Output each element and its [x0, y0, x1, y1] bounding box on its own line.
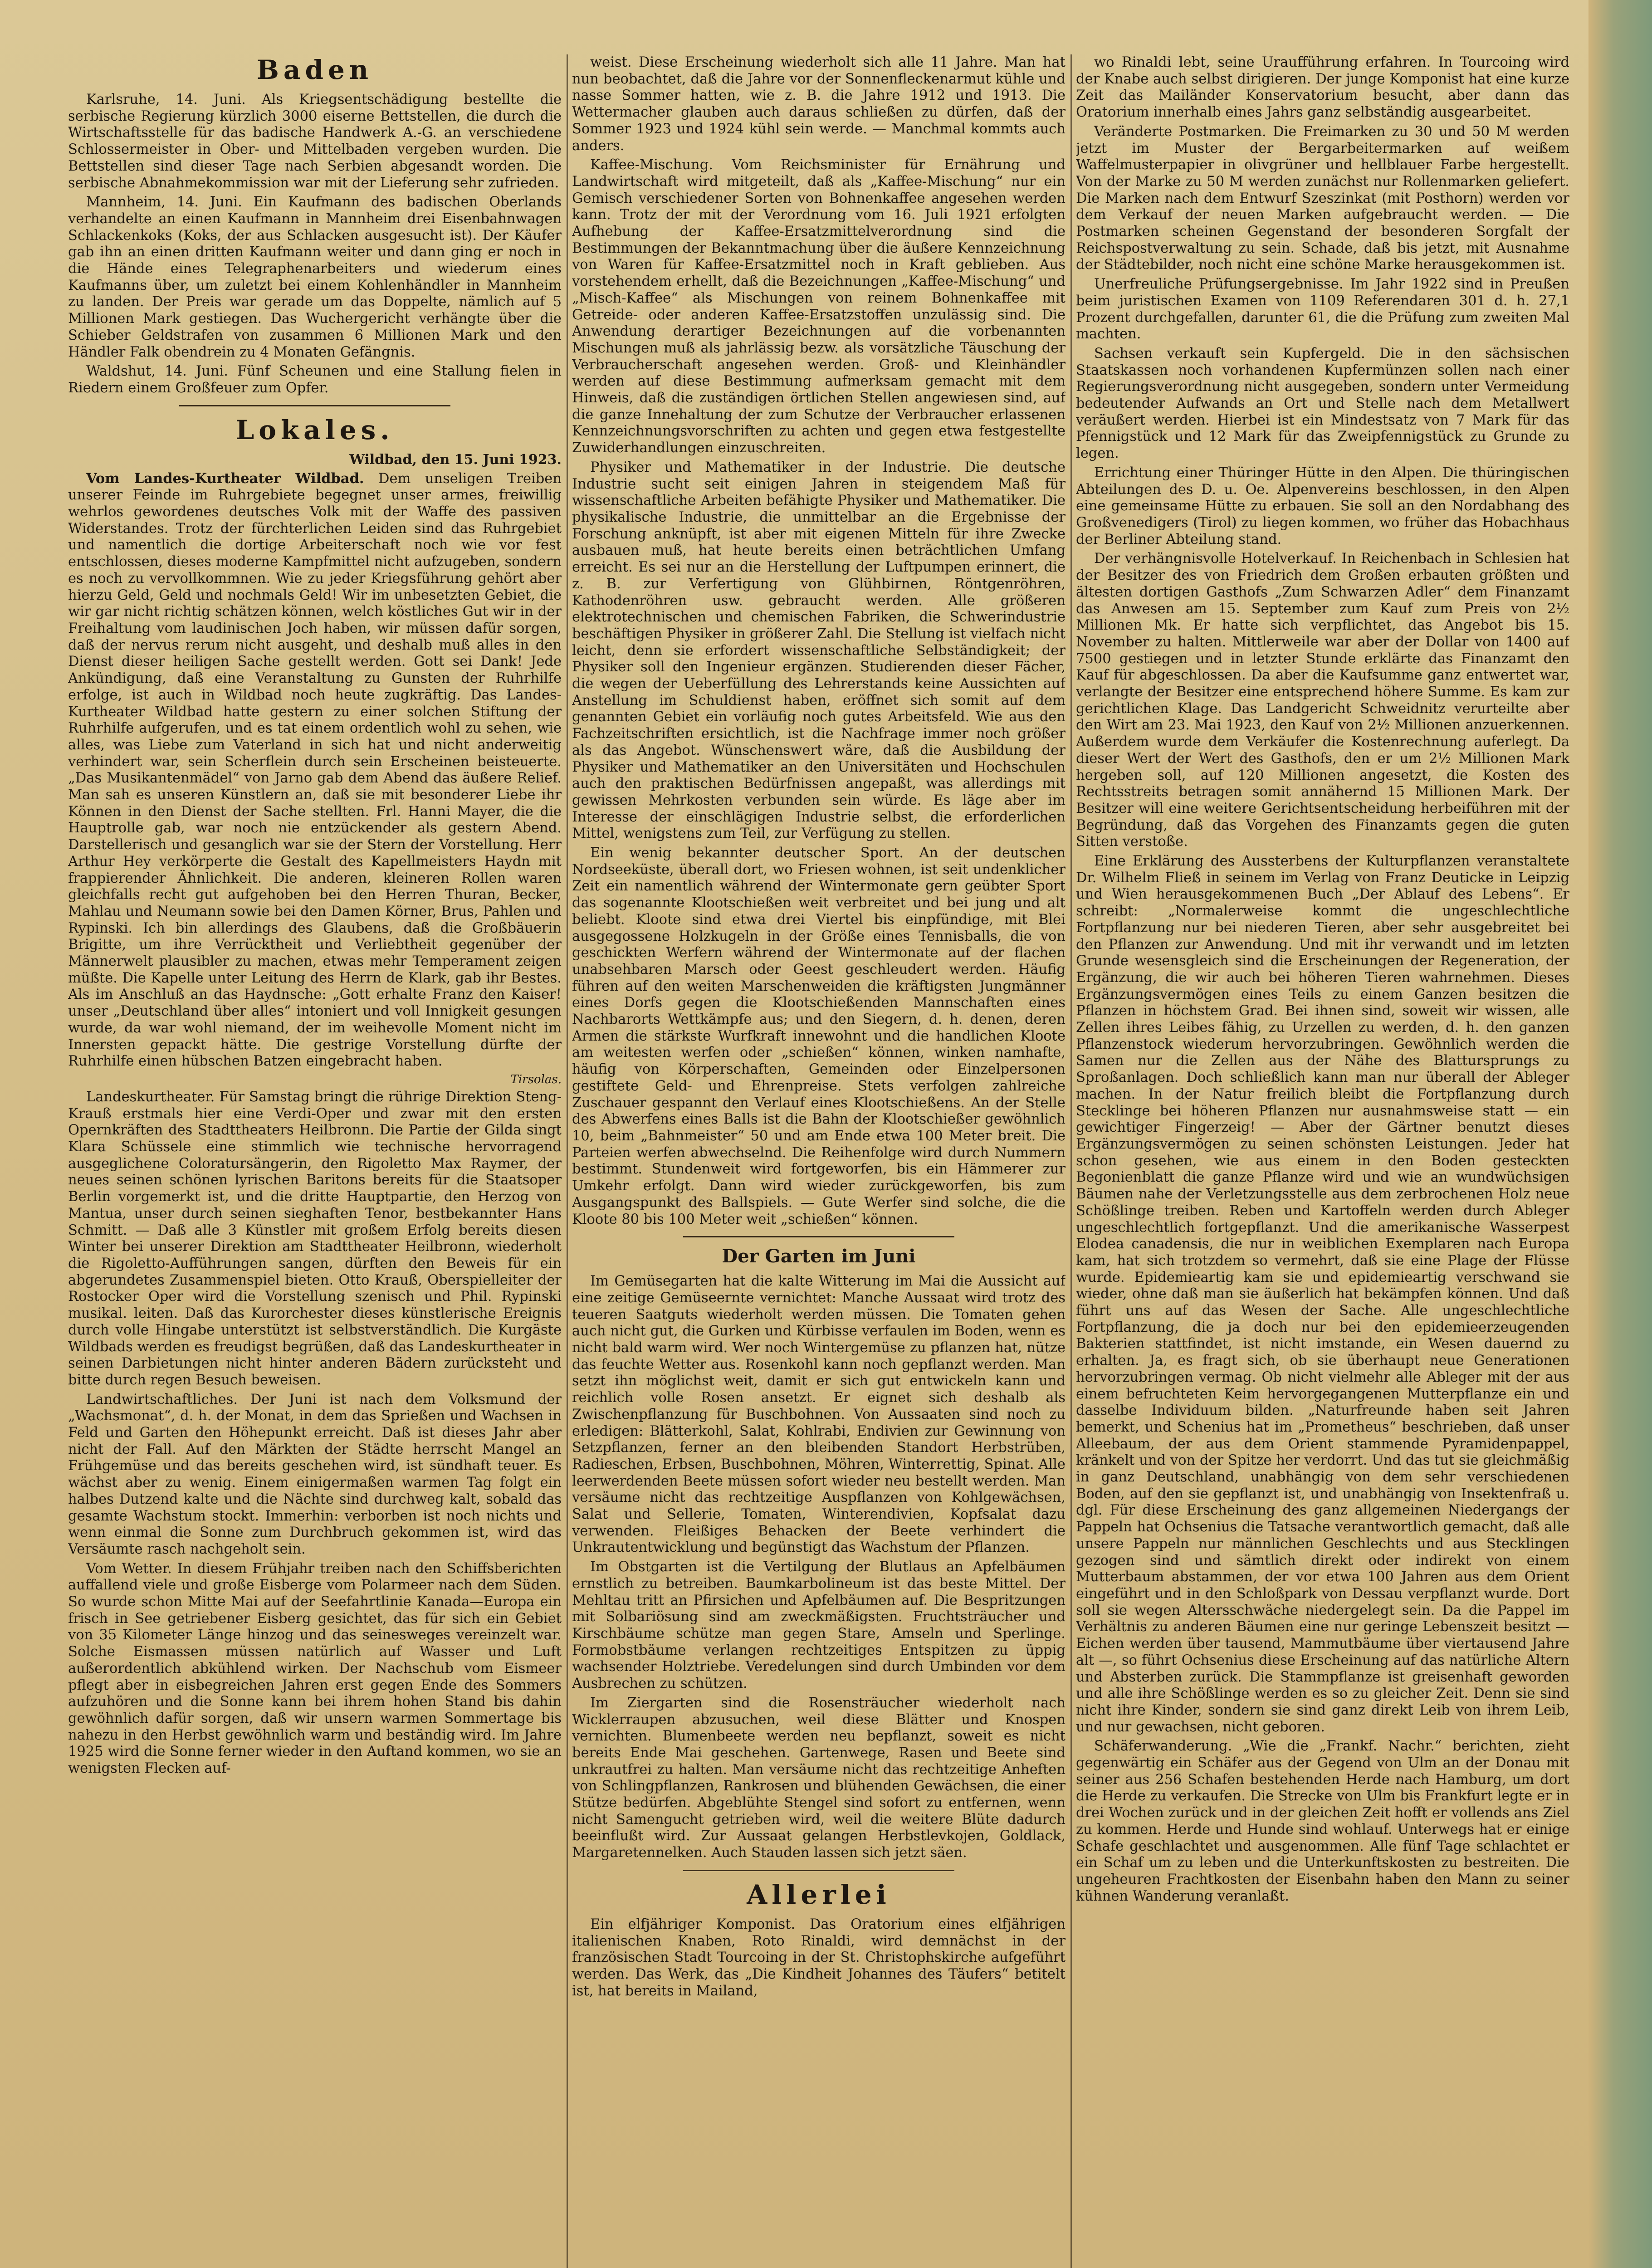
article-garten-gemuese: Im Gemüsegarten hat die kalte Witterung im Mai die Aussicht auf eine zeitige Gemüseernte vernichtet: Manche Aussaat wird trotz des teueren Saatguts wiederholt werden müssen. Die Tomaten gehen auch nicht gut, die Gurken und Kürbisse verfaulen im Boden, wenn es nicht bald warm wird. Wer noch Wintergemüse zu pflanzen hat, nütze das feuchte Wetter aus. Rosenkohl kann noch gepflanzt werden. Man setzt ihn möglichst weit, damit er sich gut entwickeln kann und reichlich volle Rosen ansetzt. Er eignet sich deshalb als Zwischenpflanzung für Buschbohnen. Von Aussaaten sind noch zu erledigen: Blätterkohl, Salat, Kohlrabi, Endivien zur Gewinnung von Setzpflanzen, ferner an den bleibenden Standort Herbstrüben, Radieschen, Erbsen, Buschbohnen, Möhren, Winterrettig, Spinat. Alle leerwerdenden Beete müssen sofort wieder neu bestellt werden. Man versäume nicht das rechtzeitige Auspflanzen von Kohlgewächsen, Salat und Sellerie, Tomaten, Winterendivien, Kopfsalat dazu verwenden. Fleißiges Behacken der Beete verhindert die Unkrautentwicklung und begünstigt das Wachstum der Pflanzen.	[572, 1273, 1065, 1556]
column-1	[68, 54, 562, 2268]
divider	[683, 1870, 954, 1871]
article-kupfergeld: Sachsen verkauft sein Kupfergeld. Die in den sächsischen Staatskassen noch vorhandenen Kupfermünzen sollen nach einer Regierungsverordnung nicht ausgegeben, sondern unter Vermeidung bedeutender Aufwands an Ort und Stelle nach dem Metallwert veräußert werden. Hierbei ist ein Mindestsatz von 7 Mark für das Pfennigstück und 12 Mark für das Zweipfennigstück zu Grunde zu legen.	[1076, 345, 1569, 462]
article-body: Dem unseligen Treiben unserer Feinde im Ruhrgebiete begegnet unser armes, freiwillig wehrlos gewordenes deutsches Volk mit der Waffe des passiven Widerstandes. Trotz der fürchterlichen Leiden sind das Ruhrgebiet und namentlich die dortige Arbeiterschaft noch wie vor fest entschlossen, dieses moderne Kampfmittel nicht aufzugeben, sondern es noch zu vervollkommnen. Wie zu jeder Kriegsführung gehört aber hierzu Geld, Geld und nochmals Geld! Wir im unbesetzten Gebiet, die wir gar nicht richtig schätzen können, welch köstliches Gut wir in der Freihaltung vom laudinischen Joch haben, wir müssen dafür sorgen, daß der nervus rerum nicht ausgeht, und deshalb muß alles in den Dienst dieser heiligen Sache gestellt werden. Gott sei Dank! Jede Ankündigung, daß eine Veranstaltung zu Gunsten der Ruhrhilfe erfolge, ist auch in Wildbad noch heute zugkräftig. Das Landes-Kurtheater Wildbad hatte gestern zu einer solchen Stiftung der Ruhrhilfe aufgerufen, und es tat einem ordentlich wohl zu sehen, wie alles, was Liebe zum Vaterland in sich hat und nicht anderweitig verhindert war, sein Scherflein durch sein Erscheinen beisteuerte. „Das Musikantenmädel“ von Jarno gab dem Abend das äußere Relief. Man sah es unseren Künstlern an, daß sie mit besonderer Liebe ihr Können in den Dienst der Sache stellten. Frl. Hanni Mayer, die die Hauptrolle gab, war noch nie entzückender als gestern Abend. Darstellerisch und gesanglich war sie der Stern der Vorstellung. Herr Arthur Hey verkörperte die Gestalt des Kapellmeisters Haydn mit frappierender Ähnlichkeit. Die anderen, kleineren Rollen waren gleichfalls recht gut aufgehoben bei den Herren Thuran, Becker, Mahlau und Neumann sowie bei den Damen Körner, Brus, Pahlen und Rypinski. Ich bin allerdings des Glaubens, daß die Großbäuerin Brigitte, um ihre Verrücktheit und Verliebtheit gegenüber der Männerwelt plausibler zu machen, etwas mehr Temperament zeigen müßte. Die Kapelle unter Leitung des Herrn de Klark, gab ihr Bestes. Als im Anschluß an das Haydnsche: „Gott erhalte Franz den Kaiser! unser „Deutschland über alles“ intoniert und voll Innigkeit gesungen wurde, da war wohl niemand, der im weihevolle Moment nicht im Innersten gepackt hätte. Die gestrige Vorstellung dürfte der Ruhrhilfe einen hübschen Batzen eingebracht haben.	[68, 470, 562, 1070]
section-heading-baden: Baden	[256, 54, 373, 85]
author-signature: Tirsolas.	[510, 1072, 562, 1086]
article-mannheim: Mannheim, 14. Juni. Ein Kaufmann des badischen Oberlands verhandelte an einen Kaufmann in Mannheim drei Eisenbahnwagen Schlackenkoks (Koks, der aus Schlacken ausgesucht ist). Der Käufer gab ihn an einen dritten Kaufmann weiter und dann ging er noch in die Hände eines Telegraphenarbeiters und wiederum eines Kaufmanns über, um zuletzt bei einem Kohlenhändler in Mannheim zu landen. Der Preis war gerade um das Doppelte, nämlich auf 5 Millionen Mark gestiegen. Das Wuchergericht verhängte über die Schieber Geldstrafen von zusammen 6 Millionen Mark und den Händler Falk obendrein zu 4 Monaten Gefängnis.	[68, 194, 562, 360]
article-kaffee: Kaffee-Mischung. Vom Reichsminister für Ernährung und Landwirtschaft wird mitgeteilt, daß als „Kaffee-Mischung“ nur ein Gemisch verschiedener Sorten von Bohnenkaffee angesehen werden kann. Trotz der mit der Verordnung vom 16. Juli 1921 erfolgten Aufhebung der Kaffee-Ersatzmittelverordnung sind die Bestimmungen der Bekanntmachung über die äußere Kennzeichnung von Waren für Kaffee-Ersatzmittel noch in Kraft geblieben. Aus vorstehendem erhellt, daß die Bezeichnungen „Kaffee-Mischung“ und „Misch-Kaffee“ als Mischungen von reinem Bohnenkaffee mit Getreide- oder anderen Kaffee-Ersatzstoffen unzulässig sind. Die Anwendung derartiger Bezeichnungen auf die vorbenannten Mischungen muß als jahrlässig bezw. als vorsätzliche Täuschung der Verbraucherschaft angesehen werden. Groß- und Kleinhändler werden auf diese Bestimmung aufmerksam gemacht mit dem Hinweis, daß die zuständigen örtlichen Stellen angewiesen sind, auf die ganze Innehaltung der zum Schutze der Verbraucher erlassenen Kennzeichnungsvorschriften zu achten und gegen etwa festgestellte Zuwiderhandlungen einzuschreiten.	[572, 157, 1065, 456]
article-schaeferwanderung: Schäferwanderung. „Wie die „Frankf. Nachr.“ berichten, zieht gegenwärtig ein Schäfer aus der Gegend von Ulm an der Donau mit seiner aus 256 Schafen bestehenden Herde nach Hamburg, um dort die Herde zu verkaufen. Die Strecke von Ulm bis Frankfurt legte er in drei Wochen zurück und in der gleichen Zeit hofft er vollends ans Ziel zu kommen. Herde und Hunde sind wohlauf. Unterwegs hat er einige Schafe geschlachtet und ausgenommen. Alle fünf Tage schlachtet er ein Schaf um zu leben und die Unterkunftskosten zu bestreiten. Die ungeheuren Frachtkosten der Eisenbahn haben den Mann zu seiner kühnen Wanderung veranlaßt.	[1076, 1738, 1569, 1904]
page-edge	[1588, 0, 1652, 2268]
section-heading-allerlei: Allerlei	[747, 1879, 891, 1910]
article-physiker: Physiker und Mathematiker in der Industrie. Die deutsche Industrie sucht seit einigen Jahren in steigendem Maß für wissenschaftliche Arbeiten befähigte Physiker und Mathematiker. Die physikalische Industrie, die unmittelbar an die Ergebnisse der Forschung anknüpft, ist aber mit eigenen Mitteln für ihre Zwecke ausbauen muß, hat heute bereits einen beträchtlichen Umfang erreicht. Es sei nur an die Herstellung der Luftpumpen erinnert, die z. B. zur Verfertigung von Glühbirnen, Röntgenröhren, Kathodenröhren usw. gebraucht werden. Alle größeren elektrotechnischen und chemischen Fabriken, die Schwerindustrie beschäftigen Physiker in größerer Zahl. Die Stellung ist vielfach nicht leicht, denn sie erfordert wissenschaftliche Selbständigkeit; der Physiker soll den Ingenieur ergänzen. Studierenden dieser Fächer, die wegen der Ueberfüllung des Lehrerstands keine Aussichten auf Anstellung im Schuldienst haben, eröffnet sich somit auf dem genannten Gebiet ein vorläufig noch gutes Arbeitsfeld. Wie aus den Fachzeitschriften ersichtlich, ist die Nachfrage immer noch größer als das Angebot. Wünschenswert wäre, daß die Ausbildung der Physiker und Mathematiker an den Universitäten und Hochschulen auch den praktischen Bedürfnissen angepaßt, was allerdings mit gewissen Mehrkosten verbunden sein würde. Es läge aber im Interesse der einschlägigen Industrie selbst, die erforderlichen Mittel, wenigstens zum Teil, zur Verfügung zu stellen.	[572, 459, 1065, 842]
dateline: Wildbad, den 15. Juni 1923.	[349, 451, 562, 468]
article-landeskurtheater: Landeskurtheater. Für Samstag bringt die rührige Direktion Steng-Krauß erstmals hier eine Verdi-Oper und zwar mit den ersten Opernkräften des Stadttheaters Heilbronn. Die Partie der Gilda singt Klara Schüssele eine stimmlich wie technische hervorragend ausgeglichene Coloratursängerin, den Rigoletto Max Raymer, der neues seinen schönen lyrischen Baritons bereits für die Staatsoper Berlin vorgemerkt ist, und die dritte Hauptpartie, den Herzog von Mantua, unser durch seinen sieghaften Tenor, bestbekannter Hans Schmitt. — Daß alle 3 Künstler mit großem Erfolg bereits diesen Winter bei unserer Direktion am Stadttheater Heilbronn, wiederholt die Rigoletto-Aufführungen sangen, dürften den Beweis für ein abgerundetes Zusammenspiel bieten. Otto Krauß, Oberspielleiter der Rostocker Oper wird die Vorstellung szenisch und Phil. Rypinski musikal. leiten. Daß das Kurorchester dieses künstlerische Ereignis durch volle Hingabe unterstützt ist selbstverständlich. Die Kurgäste Wildbads werden es freudigst begrüßen, daß das Landeskurtheater in seinen Darbietungen nicht hinter anderen Bädern zurücksteht und bitte durch regen Besuch beweisen.	[68, 1089, 562, 1388]
section-heading-garten: Der Garten im Juni	[722, 1246, 916, 1267]
article-wetter: Vom Wetter. In diesem Frühjahr treiben nach den Schiffsberichten auffallend viele und große Eisberge vom Polarmeer nach dem Süden. So wurde schon Mitte Mai auf der Seefahrtlinie Kanada—Europa ein frisch in See getriebener Eisberg gesichtet, das für sich ein Gebiet von 35 Kilometer Länge hinzog und das seinesweges vereinzelt war. Solche Eismassen müssen natürlich auf Wasser und Luft außerordentlich abkühlend wirken. Der Nachschub vom Eismeer pflegt aber in eisbegreichen Jahren erst gegen Ende des Sommers aufzuhören und die Sonne kann bei ihrem hohen Stand bis dahin gewöhnlich dafür sorgen, daß wir unsern warmen Sommertage bis nahezu in den Herbst gewöhnlich warm und beständig wird. Im Jahre 1925 wird die Sonne ferner wieder in den Auftand kommen, wo sie an wenigsten Flecken auf-	[68, 1560, 562, 1777]
article-waldshut: Waldshut, 14. Juni. Fünf Scheunen und eine Stallung fielen in Riedern einem Großfeuer zum Opfer.	[68, 363, 562, 396]
columns	[68, 54, 1569, 2268]
column-2	[572, 54, 1065, 2268]
article-postmarken: Veränderte Postmarken. Die Freimarken zu 30 und 50 M werden jetzt im Muster der Bergarbeitermarken auf weißem Waffelmusterpapier in olivgrüner und hellblauer Farbe hergestellt. Von der Marke zu 50 M werden zunächst nur Rollenmarken geliefert. Die Marken nach dem Entwurf Szeszinkat (mit Posthorn) werden vor dem Verkauf der neuen Marken aufgebraucht werden. — Die Postmarken scheinen Gegenstand der besonderen Sorgfalt der Reichspostverwaltung zu sein. Schade, daß bis jetzt, mit Ausnahme der Städtebilder, noch nicht eine schöne Marke herausgekommen ist.	[1076, 123, 1569, 273]
article-kurtheater	[68, 470, 562, 1070]
article-sport: Ein wenig bekannter deutscher Sport. An der deutschen Nordseeküste, überall dort, wo Friesen wohnen, ist seit undenklicher Zeit ein namentlich während der Wintermonate gern geübter Sport das sogenannte Klootschießen weit verbreitet und bei jung und alt beliebt. Kloote sind etwa drei Viertel bis einpfündige, mit Blei ausgegossene Holzkugeln in der Größe eines Tennisballs, die von geschickten Werfern während der Wintermonate auf der flachen unabsehbaren Marsch oder Geest geschleudert werden. Häufig führen auf den weiten Marschenweiden die kräftigsten Jungmänner eines Dorfs gegen die Klootschießenden Mannschaften eines Nachbarorts Wettkämpfe aus; und den Siegern, d. h. denen, deren Armen die stärkste Wurfkraft innewohnt und die handlichen Kloote am weitesten werfen oder „schießen“ können, winken namhafte, häufig von Körperschaften, Gemeinden oder Einzelpersonen gestiftete Geld- und Ehrenpreise. Stets verfolgen zahlreiche Zuschauer gespannt den Verlauf eines Klootschießens. An der Stelle des Abwerfens eines Balls ist die Bahn der Klootschießer gewöhnlich 10, beim „Bahnmeister“ 50 und am Ende etwa 100 Meter breit. Die Parteien werfen abwechselnd. Die Reihenfolge wird durch Nummern bestimmt. Stundenweit wird fortgeworfen, bis ein Hämmerer zur Umkehr erfolgt. Dann wird wieder zurückgeworfen, bis zum Ausgangspunkt des Ballspiels. — Gute Werfer sind solche, die die Kloote 80 bis 100 Meter weit „schießen“ können.	[572, 845, 1065, 1227]
article-lead: Vom Landes-Kurtheater Wildbad.	[86, 470, 364, 487]
article-komponist: Ein elfjähriger Komponist. Das Oratorium eines elfjährigen italienischen Knaben, Roto Rinaldi, wird demnächst in der französischen Stadt Tourcoing in der St. Christophskirche aufgeführt werden. Das Werk, das „Die Kindheit Johannes des Täufers“ betitelt ist, hat bereits in Mailand,	[572, 1916, 1065, 1999]
article-landwirtschaft: Landwirtschaftliches. Der Juni ist nach dem Volksmund der „Wachsmonat“, d. h. der Monat, in dem das Sprießen und Wachsen in Feld und Garten den Höhepunkt erreicht. Daß ist dieses Jahr aber nicht der Fall. Auf den Märkten der Städte herrscht Mangel an Frühgemüse und das bereits geschehen wird, ist sündhaft teuer. Es wächst aber zu wenig. Einem einigermaßen warmen Tag folgt ein halbes Dutzend kalte und die Nächte sind durchweg kalt, sobald das gesamte Wachstum stockt. Immerhin: verborben ist noch nichts und wenn einmal die Sonne zum Durchbruch gekommen ist, wird das Versäumte rasch nachgeholt sein.	[68, 1391, 562, 1557]
article-garten-zier: Im Ziergarten sind die Rosensträucher wiederholt nach Wicklerraupen abzusuchen, weil diese Blätter und Knospen vernichten. Blumenbeete werden neu bepflanzt, soweit es nicht bereits Ende Mai geschehen. Gartenwege, Rasen und Beete sind unkrautfrei zu halten. Man versäume nicht das rechtzeitige Anheften von Schlingpflanzen, Rankrosen und blühenden Gewächsen, die einer Stütze bedürfen. Abgeblühte Stengel sind sofort zu entfernen, wenn nicht Samengucht getrieben wird, weil die weitere Blüte dadurch beeinflußt wird. Zur Aussaat gelangen Herbstlevkojen, Goldlack, Margaretennelken. Auch Stauden lassen sich jetzt säen.	[572, 1695, 1065, 1861]
article-karlsruhe: Karlsruhe, 14. Juni. Als Kriegsentschädigung bestellte die serbische Regierung kürzlich 3000 eiserne Bettstellen, die durch die Wirtschaftsstelle für das badische Handwerk A.-G. an verschiedene Schlossermeister in Ober- und Mittelbaden vergeben wurden. Die Bettstellen sind dieser Tage nach Serbien abgesandt worden. Die serbische Abnahmekommission war mit der Lieferung sehr zufrieden.	[68, 92, 562, 191]
article-pruefung: Unerfreuliche Prüfungsergebnisse. Im Jahr 1922 sind in Preußen beim juristischen Examen von 1109 Referendaren 301 d. h. 27,1 Prozent durchgefallen, darunter 61, die die Prüfung zum zweiten Mal machten.	[1076, 276, 1569, 342]
article-kulturpflanzen: Eine Erklärung des Aussterbens der Kulturpflanzen veranstaltete Dr. Wilhelm Fließ in seinem im Verlag von Franz Deuticke in Leipzig und Wien herausgekommenen Buch „Der Ablauf des Lebens“. Er schreibt: „Normalerweise kommt die ungeschlechtliche Fortpflanzung nur bei niederen Tieren, aber sehr ausgebreitet bei den Pflanzen zur Anwendung. Und mit ihr verwandt und im letzten Grunde wesensgleich sind die Erscheinungen der Regeneration, der Ergänzung, die wir auch bei höheren Tieren wahrnehmen. Dieses Ergänzungsvermögen eines Teils zu einem Ganzen besitzen die Pflanzen in höchstem Grad. Bei ihnen sind, soweit wir wissen, alle Zellen ihres Leibes fähig, zu Urzellen zu werden, d. h. den ganzen Pflanzenstock wiederum hervorzubringen. Gewöhnlich werden die Samen nur die Zellen aus der Nähe des Blattursprungs zu Sproßanlagen. Doch schließlich kann man nur überall der Ableger machen. In der Natur freilich bleibt die Fortpflanzung durch Stecklinge bei höheren Pflanzen nur ausnahmsweise statt — ein gewichtiger Fingerzeig! — Aber der Gärtner benutzt dieses Ergänzungsvermögen zu seinen schönsten Leistungen. Jeder hat schon gesehen, wie aus einem in den Boden gesteckten Begonienblatt die ganze Pflanze wird und wie an wundwüchsigen Bäumen nahe der Verletzungsstelle aus dem zerbrochenen Holz neue Schößlinge treiben. Reben und Kartoffeln werden durch Ableger ungeschlechtlich fortgepflanzt. Und die amerikanische Wasserpest Elodea canadensis, die nur in weiblichen Exemplaren nach Europa kam, hat sich trotzdem so vermehrt, daß sie eine Plage der Flüsse wurde. Epidemieartig kam sie und epidemieartig verschwand sie wieder, ohne daß man sie äußerlich hat bekämpfen können. Und daß führt uns auf das Wesen der Sache. Alle ungeschlechtliche Fortpflanzung, die ja doch nur bei den epidemieerzeugenden Bakterien stattfindet, ist nicht imstande, ein Wesen dauernd zu erhalten. Ja, es fragt sich, ob sie überhaupt neue Generationen hervorzubringen vermag. Ob nicht vielmehr alle Ableger mit der aus einem befruchteten Keim hervorgegangenen Mutterpflanze ein und dasselbe Individuum bilden. „Naturfreunde haben seit Jahren bemerkt, und Schenius hat im „Prometheus“ beschrieben, daß unser Alleebaum, der aus dem Orient stammende Pyramidenpappel, kränkelt und von der Spitze her verdorrt. Und das tut sie gleichmäßig in ganz Deutschland, unabhängig von dem sehr verschiedenen Boden, auf den sie gepflanzt ist, und unabhängig von Insektenfraß u. dgl. Für diese Erscheinung des ganz allgemeinen Niedergangs der Pappeln hat Ochsenius die Tatsache verantwortlich gemacht, daß alle unsere Pappeln nur männlichen Geschlechts und aus Stecklingen gezogen sind und sämtlich direkt oder indirekt von einem Mutterbaum abstammen, der vor etwa 100 Jahren aus dem Orient eingeführt und in den Schloßpark von Dessau verpflanzt wurde. Dort soll sie wegen Altersschwäche niedergelegt sein. Da die Pappel im Verhältnis zu anderen Bäumen eine nur geringe Lebenszeit besitzt — Eichen werden über tausend, Mammutbäume über viertausend Jahre alt —, so führt Ochsenius diese Erscheinung auf das natürliche Altern und Absterben zurück. Die Stammpflanze ist greisenhaft geworden und alle ihre Schößlinge werden es so zu gleicher Zeit. Denn sie sind nicht ihre Kinder, sondern sie sind ganz direkt Leib von ihrem Leib, und nur gewachsen, nicht geboren.	[1076, 853, 1569, 1735]
article-garten-obst: Im Obstgarten ist die Vertilgung der Blutlaus an Apfelbäumen ernstlich zu betreiben. Baumkarbolineum ist das beste Mittel. Der Mehltau tritt an Pfirsichen und Apfelbäumen auf. Die Bespritzungen mit Solbariösung sind am zweckmäßigsten. Fruchtsträucher und Kirschbäume schütze man gegen Stare, Amseln und Sperlinge. Formobstbäume verlangen rechtzeitiges Entspitzen zu üppig wachsender Holztriebe. Veredelungen sind durch Umbinden vor dem Ausbrechen zu schützen.	[572, 1559, 1065, 1692]
article-continuation: weist. Diese Erscheinung wiederholt sich alle 11 Jahre. Man hat nun beobachtet, daß die Jahre vor der Sonnenfleckenarmut kühle und nasse Sommer hatten, wie z. B. die Jahre 1912 und 1913. Die Wettermacher glauben auch daraus schließen zu dürfen, daß der Sommer 1923 und 1924 kühl sein werde. — Manchmal kommts auch anders.	[572, 54, 1065, 154]
article-hotelverkauf: Der verhängnisvolle Hotelverkauf. In Reichenbach in Schlesien hat der Besitzer des von Friedrich dem Großen erbauten größten und ältesten dortigen Gasthofs „Zum Schwarzen Adler“ dem Finanzamt das Anwesen am 15. September zum Kauf zum Preis von 2½ Millionen Mk. Er hatte sich verpflichtet, das Angebot bis 15. November zu halten. Mittlerweile war aber der Dollar von 1400 auf 7500 gestiegen und in letzter Stunde erklärte das Finanzamt den Kauf für abgeschlossen. Da aber die Kaufsumme ganz entwertet war, verlangte der Besitzer eine entsprechend höhere Summe. Es kam zur gerichtlichen Klage. Das Landgericht Schweidnitz verurteilte aber den Wirt am 23. Mai 1923, den Kauf von 2½ Millionen anzuerkennen. Außerdem wurde dem Verkäufer die Kostenrechnung auferlegt. Da dieser Wert der Wert des Gasthofs, den er um 2½ Millionen Mark hergeben soll, auf 120 Millionen angesetzt, die Kosten des Rechtsstreits betragen somit annähernd 15 Millionen Mark. Der Besitzer will eine weitere Gerichtsentscheidung herbeiführen mit der Begründung, daß das Vorgehen des Finanzamts gegen die guten Sitten verstoße.	[1076, 551, 1569, 850]
article-continuation: wo Rinaldi lebt, seine Uraufführung erfahren. In Tourcoing wird der Knabe auch selbst dirigieren. Der junge Komponist hat eine kurze Zeit das Mailänder Konservatorium besucht, aber dann das Oratorium innerhalb eines Jahrs ganz selbständig ausgearbeitet.	[1076, 54, 1569, 121]
divider	[179, 405, 450, 406]
article-huette: Errichtung einer Thüringer Hütte in den Alpen. Die thüringischen Abteilungen des D. u. Oe. Alpenvereins beschlossen, in den Alpen eine gemeinsame Hütte zu erbauen. Sie soll an den Nordabhang des Großvenedigers (Tirol) zu liegen kommen, wo früher das Hobachhaus der Berliner Abteilung stand.	[1076, 464, 1569, 547]
column-3	[1076, 54, 1569, 2268]
section-heading-lokales: Lokales.	[235, 414, 394, 445]
divider	[683, 1236, 954, 1237]
